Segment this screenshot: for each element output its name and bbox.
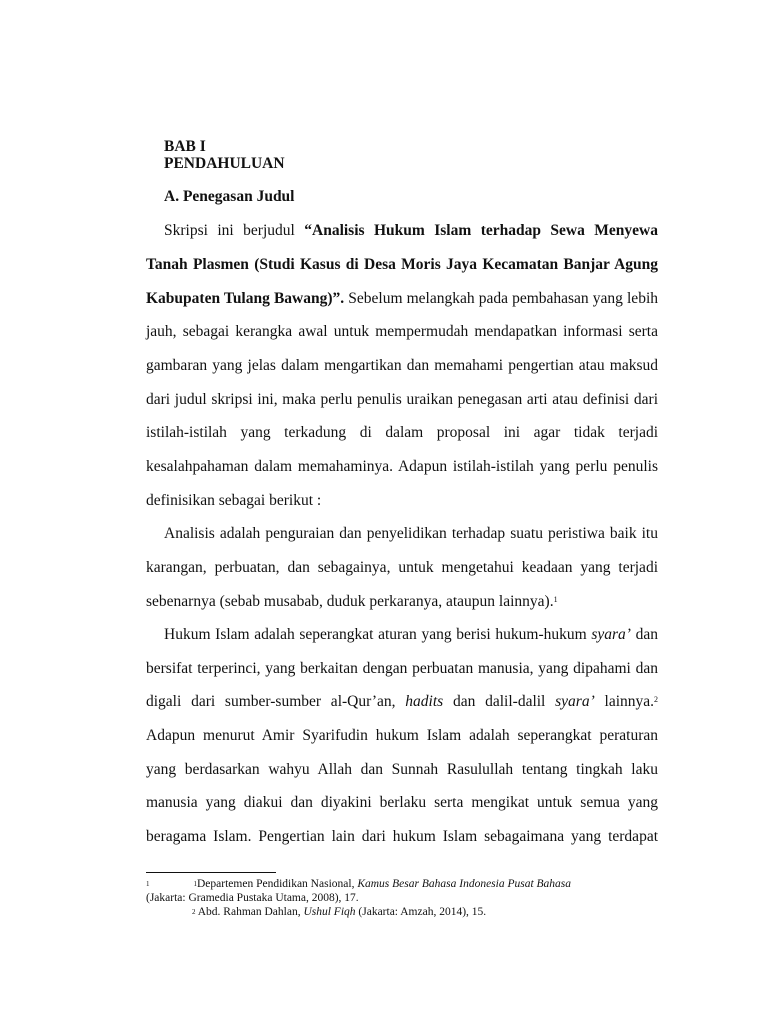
- italic-term: syara’: [591, 626, 631, 643]
- footnote-1-line-2: (Jakarta: Gramedia Pustaka Utama, 2008), 17.: [146, 892, 359, 904]
- text-span: dan: [630, 626, 659, 643]
- footnote-2-line: [192, 906, 704, 919]
- footnote-sup: 2: [192, 908, 196, 916]
- bold-title-span: “Analisis Hukum Islam terhadap Sewa Menyewa: [304, 222, 658, 239]
- paragraph-line: bersifat terperinci, yang berkaitan dengan perbuatan manusia, yang dipahami dan: [146, 660, 658, 677]
- paragraph-line: jauh, sebagai kerangka awal untuk mempermudah mendapatkan informasi serta: [146, 323, 658, 340]
- paragraph-line: [146, 255, 658, 275]
- paragraph-line: [146, 221, 658, 241]
- paragraph-line: [146, 692, 658, 712]
- paragraph-line: Analisis adalah penguraian dan penyelidikan terhadap suatu peristiwa baik itu: [164, 525, 658, 542]
- paragraph-line: dari judul skripsi ini, maka perlu penulis uraikan penegasan arti atau definisi dari: [146, 391, 658, 408]
- text-span: Sebelum melangkah pada pembahasan yang lebih: [344, 290, 658, 307]
- footnote-number: 1: [146, 880, 150, 888]
- text-span: Hukum Islam adalah seperangkat aturan yang berisi hukum-hukum: [164, 626, 592, 643]
- bold-title-span: Kabupaten Tulang Bawang)”.: [146, 290, 345, 307]
- paragraph-line: beragama Islam. Pengertian lain dari hukum Islam sebagaimana yang terdapat: [146, 828, 658, 845]
- text-span: sebenarnya (sebab musabab, duduk perkaranya, ataupun lainnya).: [146, 593, 554, 610]
- footnote-1-line: [146, 878, 658, 891]
- paragraph-line: kesalahpahaman dalam memahaminya. Adapun istilah-istilah yang perlu penulis: [146, 458, 658, 475]
- italic-term: hadits: [405, 693, 444, 710]
- paragraph-line: gambaran yang jelas dalam mengartikan dan memahami pengertian atau maksud: [146, 357, 658, 374]
- paragraph-line: [146, 625, 658, 645]
- paragraph-line: yang berdasarkan wahyu Allah dan Sunnah Rasulullah tentang tingkah laku: [146, 761, 658, 778]
- paragraph-line: karangan, perbuatan, dan sebagainya, untuk mengetahui keadaan yang terjadi: [146, 559, 658, 576]
- text-span: (Jakarta: Amzah, 2014), 15.: [355, 906, 487, 918]
- paragraph-line: manusia yang diakui dan diyakini berlaku serta mengikat untuk semua yang: [146, 794, 658, 811]
- italic-term: syara’: [555, 693, 595, 710]
- text-span: lainnya.: [594, 693, 655, 710]
- section-heading: A. Penegasan Judul: [164, 188, 295, 205]
- chapter-title: PENDAHULUAN: [164, 155, 285, 172]
- text-span: digali dari sumber-sumber al-Qur’an,: [146, 693, 406, 710]
- text-span: Abd. Rahman Dahlan,: [195, 906, 304, 918]
- italic-title: Ushul Fiqh: [303, 906, 356, 918]
- footnote-ref: 1: [553, 595, 558, 604]
- paragraph-line: [146, 592, 658, 612]
- text-span: Departemen Pendidikan Nasional,: [197, 878, 358, 890]
- chapter-label: BAB I: [164, 138, 206, 155]
- bold-title-span: Tanah Plasmen (Studi Kasus di Desa Moris Jaya Kecamatan Banjar Agung: [146, 256, 658, 273]
- paragraph-line: Adapun menurut Amir Syarifudin hukum Islam adalah seperangkat peraturan: [146, 727, 658, 744]
- paragraph-line: definisikan sebagai berikut :: [146, 492, 322, 509]
- text-span: Skripsi ini berjudul: [164, 222, 305, 239]
- footnote-sup: 1: [193, 880, 197, 888]
- text-span: dan dalil-dalil: [443, 693, 556, 710]
- paragraph-line: [146, 289, 658, 309]
- italic-title: Kamus Besar Bahasa Indonesia Pusat Bahasa: [357, 878, 572, 890]
- footnote-separator: [146, 872, 276, 873]
- footnote-ref: 2: [654, 695, 659, 704]
- paragraph-line: istilah-istilah yang terkadung di dalam proposal ini agar tidak terjadi: [146, 424, 658, 441]
